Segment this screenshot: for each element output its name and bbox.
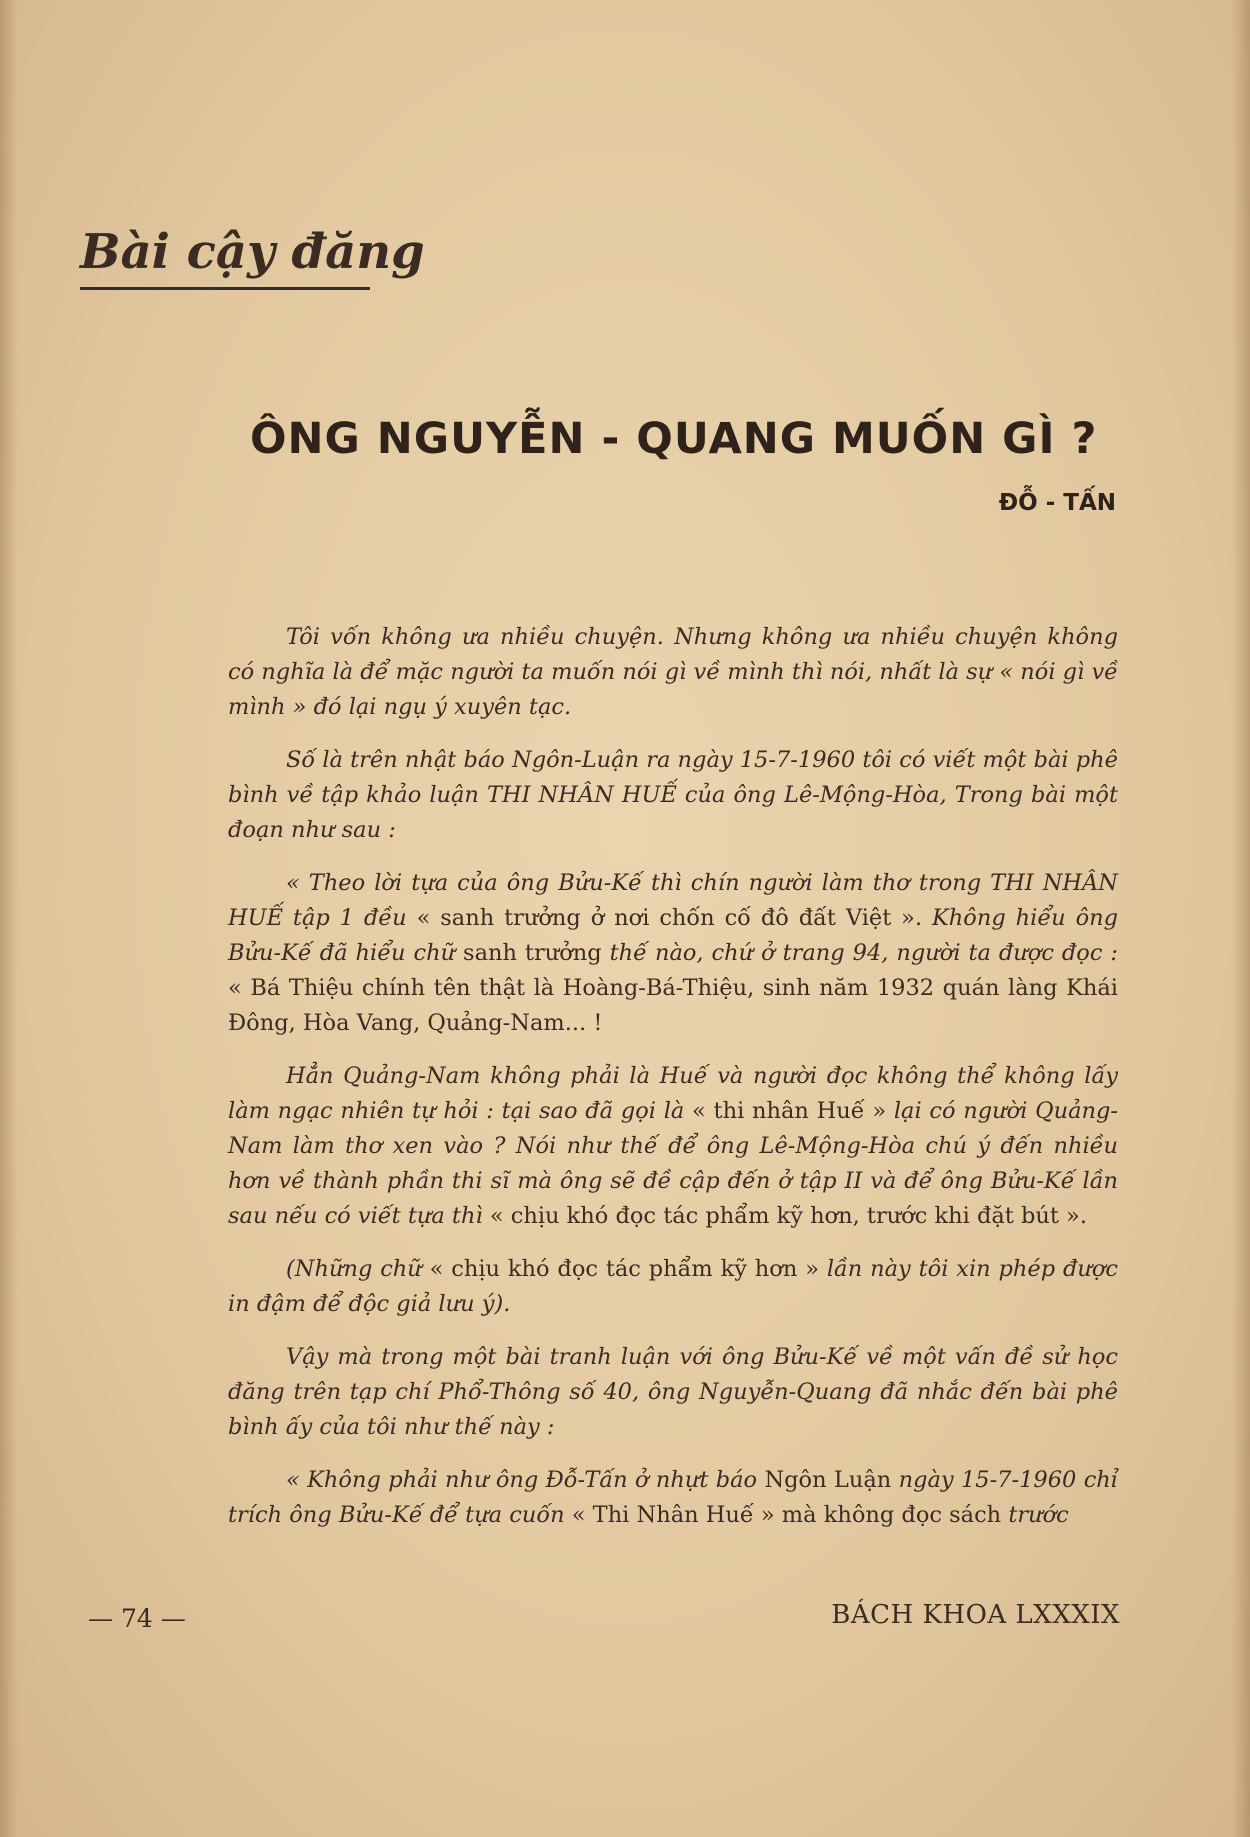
text-run: trước [1001, 1502, 1069, 1528]
text-run: Ngôn Luận [764, 1467, 892, 1493]
text-run: thế nào, chứ ở trang 94, người ta được đọc : [601, 940, 1118, 966]
article-title: ÔNG NGUYỄN - QUANG MUỐN GÌ ? [250, 414, 1098, 464]
text-run: đó lại ngụ ý xuyên tạc. [306, 694, 572, 720]
text-run: « thi nhân Huế » [692, 1098, 887, 1124]
text-run: . Không hiểu ông Bửu-Kế đã hiểu chữ [228, 905, 1119, 966]
text-run: Tôi vốn không ưa nhiều chuyện. Nhưng không ưa nhiều chuyện không có nghĩa là để mặc người ta muốn nói gì về mình thì nói, nhất là sự [228, 624, 1118, 685]
text-run: « Không phải như ông Đỗ-Tấn ở nhựt báo [286, 1467, 765, 1493]
left-page-edge [0, 0, 18, 1837]
body-paragraph [228, 1059, 1118, 1234]
text-run: « sanh trưởng ở nơi chốn cố đô đất Việt » [416, 905, 915, 931]
body-paragraph [228, 1463, 1118, 1533]
text-run: lần này tôi xin phép được in đậm để độc giả lưu ý). [228, 1256, 1118, 1317]
text-run: Vậy mà trong một bài tranh luận với ông Bửu-Kế về một vấn đề sử học đăng trên tạp chí Phổ-Thông số 40, ông Nguyễn-Quang đã nhắc đến bài phê bình ấy của tôi như thế này : [228, 1344, 1118, 1440]
text-run: ngày 15-7-1960 chỉ trích ông Bửu-Kế để tựa cuốn [228, 1467, 1118, 1528]
text-run: « Thi Nhân Huế » mà không đọc sách [571, 1502, 1002, 1528]
right-page-edge [1232, 0, 1250, 1837]
body-paragraph [228, 1340, 1118, 1445]
journal-name: BÁCH KHOA LXXXIX [831, 1600, 1120, 1630]
body-paragraph [228, 866, 1118, 1041]
body-paragraph [228, 620, 1118, 725]
text-run: « chịu khó đọc tác phẩm kỹ hơn » [429, 1256, 819, 1282]
text-run: lại có người Quảng-Nam làm thơ xen vào ? Nói như thế để ông Lê-Mộng-Hòa chú ý đến nhiều hơn về thành phần thi sĩ mà ông sẽ đề cập đến ở tập II và để ông Bửu-Kế lần sau nếu có viết tựa thì [228, 1098, 1118, 1229]
text-run: « chịu khó đọc tác phẩm kỹ hơn, trước khi đặt bút ». [489, 1203, 1087, 1229]
text-run: Hẳn Quảng-Nam không phải là Huế và người đọc không thể không lấy làm ngạc nhiên tự hỏi : tại sao đã gọi là [228, 1063, 1118, 1124]
section-underline [80, 287, 370, 290]
text-run: (Những chữ [286, 1256, 430, 1282]
article-body [228, 620, 1118, 1551]
text-run: « nói gì về mình » [228, 659, 1118, 720]
section-label: Bài cậy đăng [80, 224, 425, 280]
text-run: « Bá Thiệu chính tên thật là Hoàng-Bá-Thiệu, sinh năm 1932 quán làng Khái Đông, Hòa Vang, Quảng-Nam... ! [228, 975, 1118, 1036]
article-author: ĐỖ - TẤN [998, 490, 1116, 516]
text-run: sanh trưởng [463, 940, 602, 966]
text-run: « Theo lời tựa của ông Bửu-Kế thì chín người làm thơ trong THI NHÂN HUẾ tập 1 đều [228, 870, 1118, 931]
page-number: — 74 — [88, 1604, 186, 1633]
text-run: Số là trên nhật báo Ngôn-Luận ra ngày 15-7-1960 tôi có viết một bài phê bình về tập khảo luận THI NHÂN HUẾ của ông Lê-Mộng-Hòa, Trong bài một đoạn như sau : [228, 747, 1118, 843]
body-paragraph [228, 1252, 1118, 1322]
body-paragraph [228, 743, 1118, 848]
